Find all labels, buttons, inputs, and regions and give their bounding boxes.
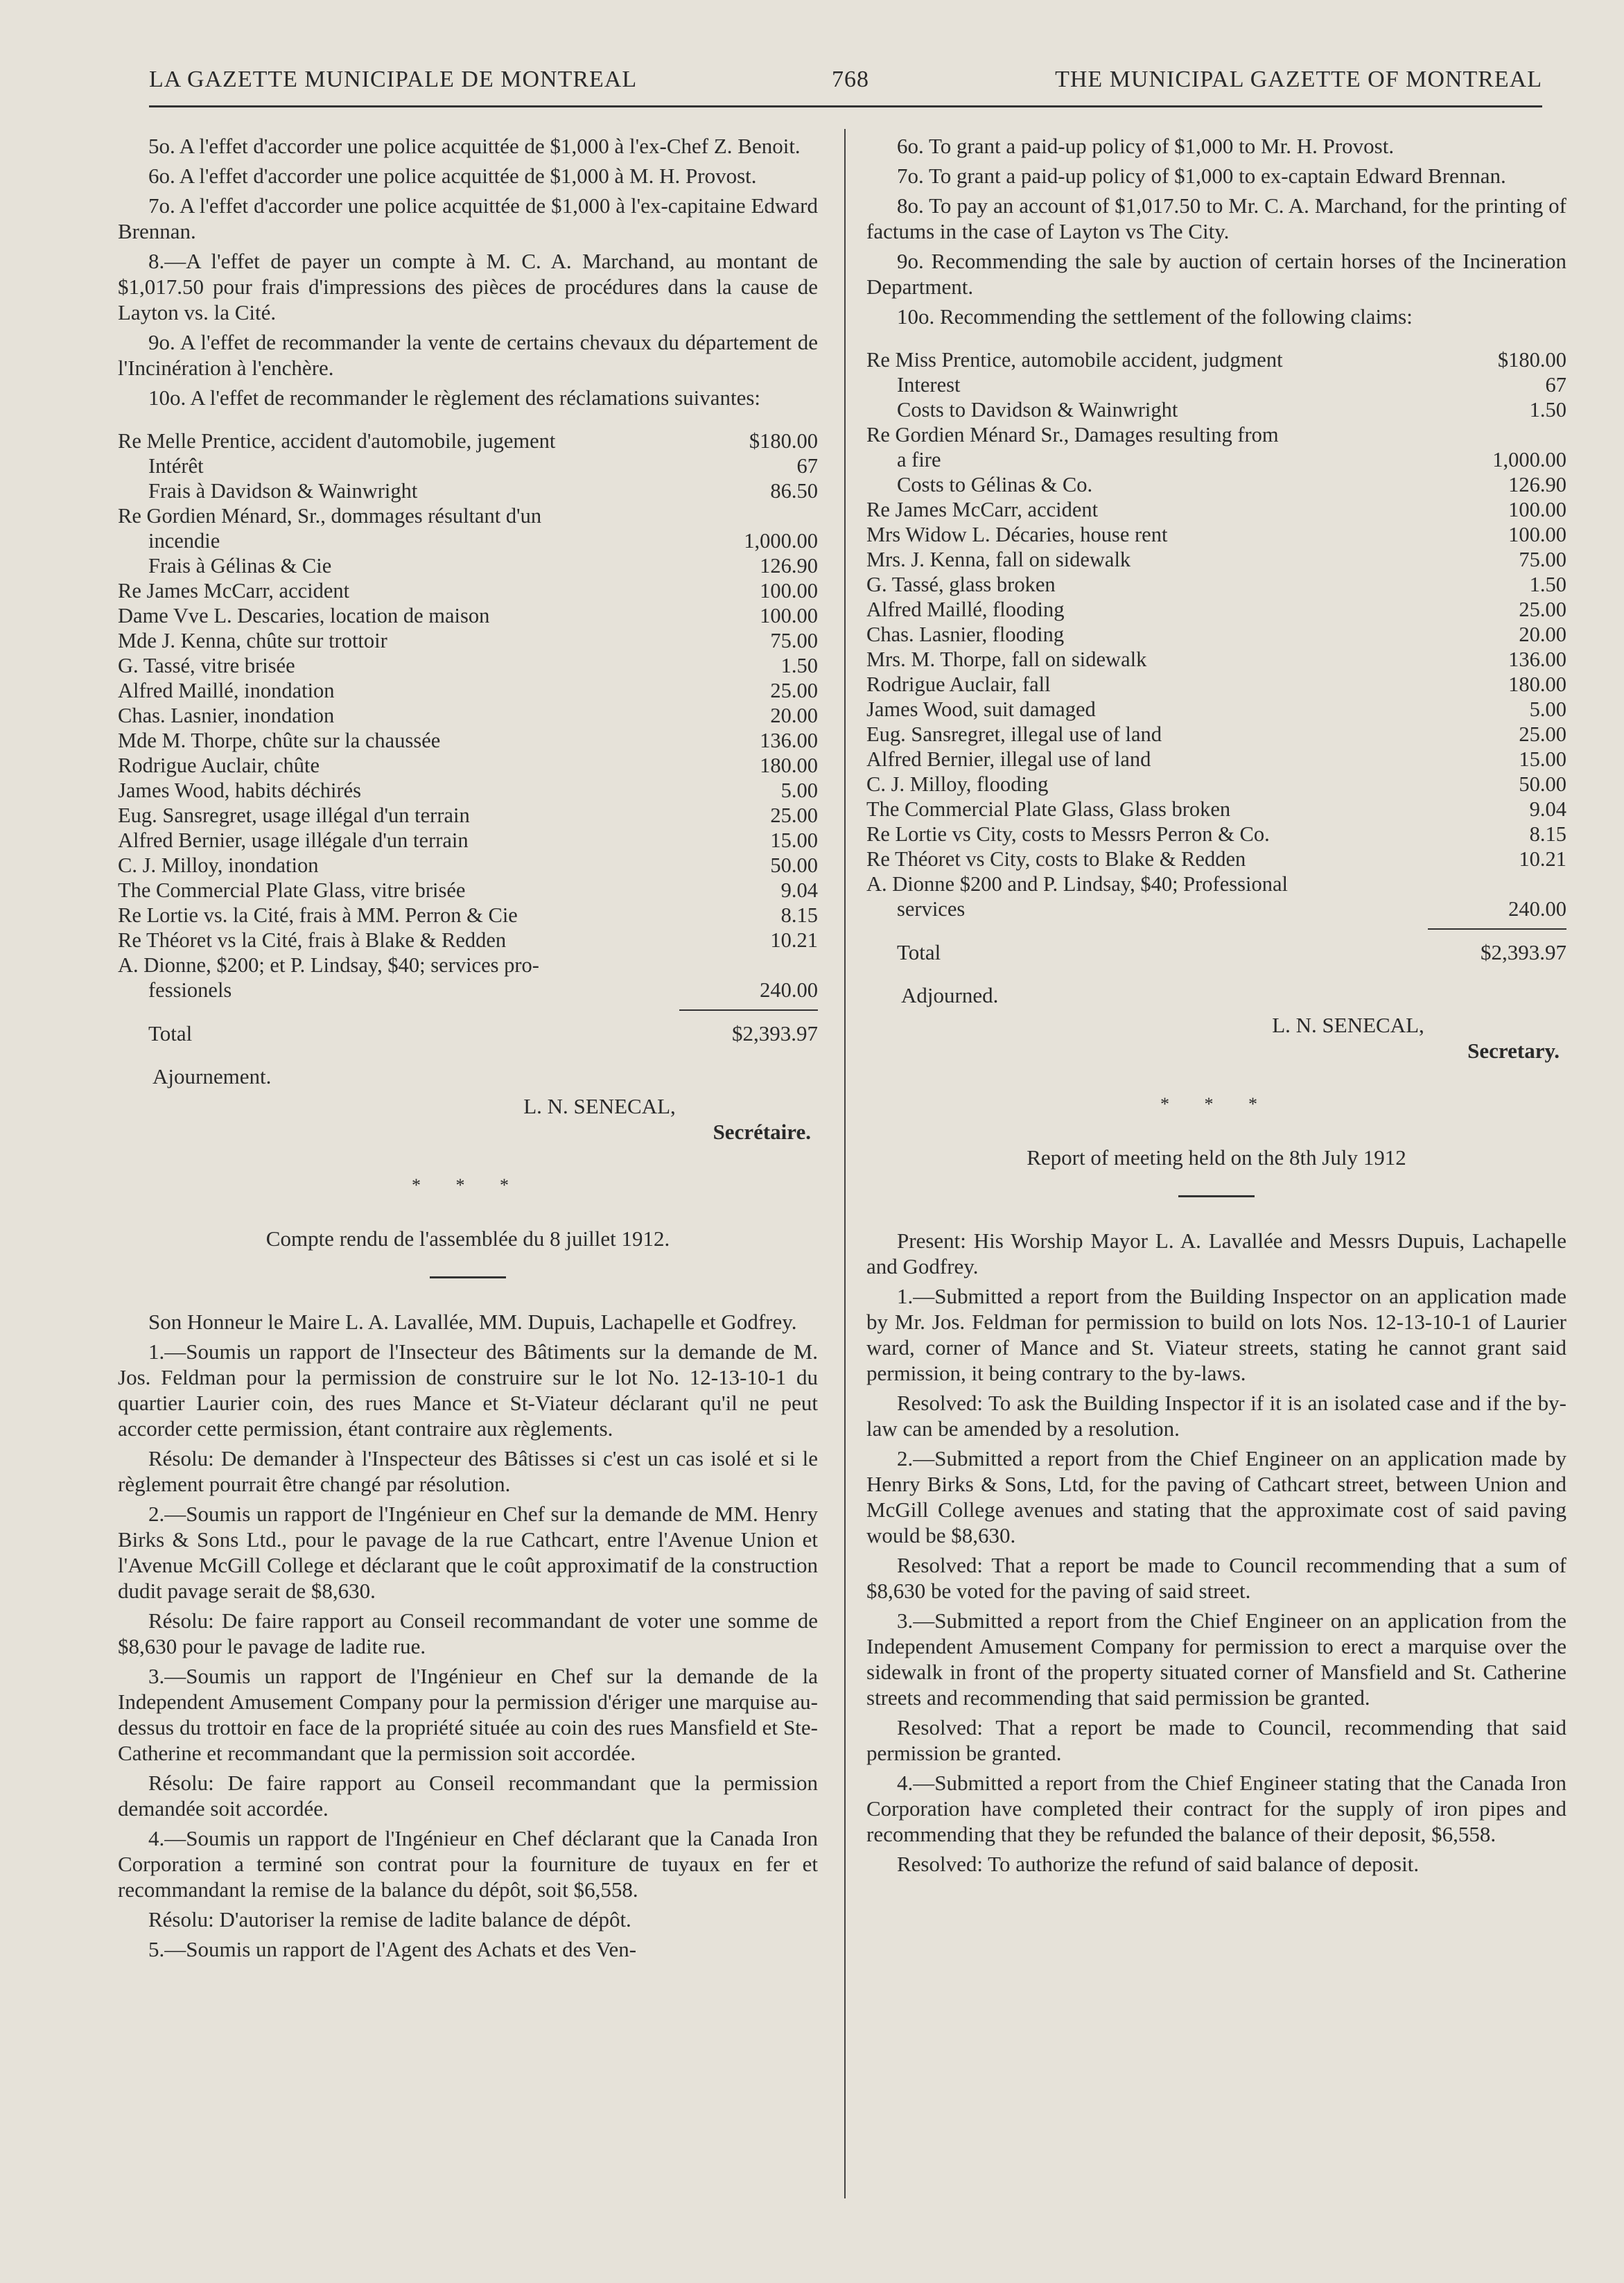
resolution-item: 7o. A l'effet d'accorder une police acquittée de $1,000 à l'ex-capitaine Edward Brennan. [118,193,818,243]
claim-row [118,803,818,828]
claim-amount: 75.00 [770,629,818,652]
minutes-paragraph: 3.—Submitted a report from the Chief Engineer on an application from the Independent Amusement Company for permission to erect a marquise over the sidewalk in front of the property situated corner of Mansfield and St. Catherine streets and recommending that said permission be granted. [866,1608,1566,1710]
claim-amount: 126.90 [760,554,818,578]
minutes-paragraph: Résolu: De faire rapport au Conseil recommandant que la permission demandée soit accordée. [118,1771,818,1821]
claim-label: Intérêt [148,454,204,478]
claim-label: Re Lortie vs. la Cité, frais à MM. Perron & Cie [118,903,518,927]
minutes-paragraph: 5.—Soumis un rapport de l'Agent des Achats et des Ven- [148,1937,637,1961]
claim-label: Re Melle Prentice, accident d'automobile, jugement [118,429,556,453]
claim-row [866,447,1566,472]
claim-amount: 9.04 [780,878,818,902]
resolution-item: 8o. To pay an account of $1,017.50 to Mr. C. A. Marchand, for the printing of factums in the case of Layton vs The City. [866,193,1566,243]
claim-label: Dame Vve L. Descaries, location de maison [118,604,490,627]
claim-label: Alfred Bernier, usage illégale d'un terrain [118,828,469,852]
minutes-paragraph: Present: His Worship Mayor L. A. Lavallée and Messrs Dupuis, Lachapelle and Godfrey. [866,1229,1566,1278]
claim-amount: 1.50 [780,654,818,677]
resolution-item: 9o. A l'effet de recommander la vente de certains chevaux du département de l'Incinération à l'enchère. [118,330,818,380]
english-column [866,133,1566,1881]
minutes-body [866,1228,1566,1877]
total-label: Total [897,940,941,964]
claim-amount: 50.00 [1519,772,1566,796]
claim-label: Re Théoret vs City, costs to Blake & Redden [866,847,1246,871]
claim-row [118,978,818,1002]
resolution-item: 10o. A l'effet de recommander le règlement des réclamations suivantes: [148,385,761,410]
claim-label: G. Tassé, vitre brisée [118,654,295,677]
claim-amount: 100.00 [760,579,818,602]
claim-label: The Commercial Plate Glass, vitre brisée [118,878,466,902]
claims-table [118,428,818,1002]
claim-row [866,747,1566,772]
claim-row [118,928,818,953]
minutes-paragraph: 3.—Soumis un rapport de l'Ingénieur en Chef sur la demande de la Independent Amusement Company pour la permission d'ériger une marquise au-dessus du trottoir en face de la propriété située au coin des rues Mansfield et Ste-Catherine et recommandant que la permission soit accordée. [118,1664,818,1765]
claim-amount: 10.21 [1519,847,1566,871]
minutes-paragraph: Son Honneur le Maire L. A. Lavallée, MM. Dupuis, Lachapelle et Godfrey. [148,1310,797,1334]
claim-label: Alfred Maillé, inondation [118,679,335,702]
claim-label: Re Gordien Ménard, Sr., dommages résultant d'un [118,504,542,528]
claim-amount: 15.00 [1519,747,1566,771]
claim-row [866,871,1566,896]
minutes-paragraph: 4.—Soumis un rapport de l'Ingénieur en Chef déclarant que la Canada Iron Corporation a terminé son contrat pour la fourniture de tuyaux en fer et recommandant la remise de la balance du dépôt, soit $6,558. [118,1826,818,1902]
resolution-item: 9o. Recommending the sale by auction of certain horses of the Incineration Department. [866,249,1566,299]
claim-row [118,628,818,653]
minutes-paragraph: Résolu: De demander à l'Inspecteur des Bâtisses si c'est un cas isolé et si le règlement pourrait être changé par résolution. [118,1446,818,1496]
claim-row [866,472,1566,497]
claim-label: Re Miss Prentice, automobile accident, judgment [866,348,1283,372]
claim-label: fessionels [148,978,232,1002]
claim-row [866,522,1566,547]
claim-amount: 25.00 [1519,598,1566,621]
claim-label: Interest [897,373,961,397]
claim-row [866,722,1566,747]
claim-label: Frais à Gélinas & Cie [148,554,332,578]
claims-table [866,347,1566,921]
claim-row [866,597,1566,622]
claims-total [118,1021,818,1048]
minutes-body [118,1309,818,1962]
claim-label: Mrs. J. Kenna, fall on sidewalk [866,548,1131,571]
claim-row [118,753,818,778]
resolution-list [866,133,1566,329]
claim-amount: 75.00 [1519,548,1566,571]
claim-row [866,397,1566,422]
adjournment: Ajournement. [152,1064,272,1088]
claim-amount: 25.00 [770,804,818,827]
section-separator: * * * [412,1175,524,1195]
claim-label: Costs to Davidson & Wainwright [897,398,1178,422]
minutes-paragraph: Resolved: To ask the Building Inspector if it is an isolated case and if the by-law can be amended by a resolution. [866,1391,1566,1441]
signature-name: L. N. SENECAL, [523,1094,676,1118]
claim-amount: 100.00 [1508,498,1566,521]
claim-amount: 20.00 [770,704,818,727]
claim-row [866,422,1566,447]
claim-amount: 67 [1545,373,1566,397]
claim-label: James Wood, suit damaged [866,697,1096,721]
claim-label: Eug. Sansregret, usage illégal d'un terrain [118,804,470,827]
total-rule [679,1009,818,1011]
claim-label: Rodrigue Auclair, chûte [118,754,320,777]
signature-title: Secretary. [1467,1039,1560,1063]
claim-amount: 20.00 [1519,623,1566,646]
claim-row [118,828,818,853]
claim-amount: 86.50 [770,479,818,503]
claim-amount: 10.21 [770,928,818,952]
header-title-english: THE MUNICIPAL GAZETTE OF MONTREAL [1055,67,1542,92]
claim-amount: 1.50 [1529,573,1566,596]
minutes-paragraph: Résolu: De faire rapport au Conseil recommandant de voter une somme de $8,630 pour le pavage de ladite rue. [118,1608,818,1658]
claim-label: G. Tassé, glass broken [866,573,1056,596]
minutes-paragraph: Resolved: That a report be made to Council recommending that a sum of $8,630 be voted for the paving of said street. [866,1553,1566,1603]
section-separator: * * * [1160,1094,1273,1114]
claim-amount: 136.00 [760,729,818,752]
claim-row [866,896,1566,921]
resolution-item: 8.—A l'effet de payer un compte à M. C. A. Marchand, au montant de $1,017.50 pour frais d'impressions des pièces de procédures dans la cause de Layton vs. la Cité. [118,249,818,324]
claim-label: Re Théoret vs la Cité, frais à Blake & Redden [118,928,507,952]
claim-row [118,453,818,478]
claim-row [866,772,1566,797]
adjournment: Adjourned. [901,983,999,1007]
claim-row [118,653,818,678]
minutes-paragraph: Resolved: That a report be made to Council, recommending that said permission be granted. [866,1715,1566,1765]
french-column [118,133,818,1966]
claim-label: Alfred Bernier, illegal use of land [866,747,1151,771]
claim-row [118,528,818,553]
claim-row [118,778,818,803]
claim-row [118,578,818,603]
claim-row [866,497,1566,522]
resolution-item: 10o. Recommending the settlement of the following claims: [897,304,1413,329]
claim-amount: 8.15 [1529,822,1566,846]
claim-label: C. J. Milloy, inondation [118,853,319,877]
report-heading: Report of meeting held on the 8th July 1912 [1027,1145,1406,1170]
claim-amount: 100.00 [1508,523,1566,546]
claim-label: Eug. Sansregret, illegal use of land [866,722,1162,746]
report-heading: Compte rendu de l'assemblée du 8 juillet 1912. [265,1226,670,1251]
claim-amount: 180.00 [760,754,818,777]
claim-label: services [897,897,966,921]
page-header [149,67,1542,101]
claim-label: C. J. Milloy, flooding [866,772,1049,796]
signature-title: Secrétaire. [713,1120,811,1144]
claim-label: Mde M. Thorpe, chûte sur la chaussée [118,729,441,752]
claim-amount: 15.00 [770,828,818,852]
signature-name: L. N. SENECAL, [1272,1013,1424,1037]
claim-row [118,728,818,753]
claim-amount: 126.90 [1508,473,1566,496]
claim-row [866,847,1566,871]
claim-amount: 100.00 [760,604,818,627]
claim-row [866,822,1566,847]
minutes-paragraph: 2.—Submitted a report from the Chief Engineer on an application made by Henry Birks & Sons, Ltd, for the paving of Cathcart street, between Union and McGill College avenues and stating that the approximate cost of said paving would be $8,630. [866,1446,1566,1547]
claim-label: Chas. Lasnier, inondation [118,704,335,727]
claim-row [118,478,818,503]
claim-amount: 1,000.00 [1492,448,1566,471]
resolution-item: 7o. To grant a paid-up policy of $1,000 to ex-captain Edward Brennan. [897,164,1506,188]
claim-label: Rodrigue Auclair, fall [866,672,1051,696]
claim-row [118,903,818,928]
total-amount: $2,393.97 [1481,940,1566,964]
claim-amount: 240.00 [760,978,818,1002]
claim-row [118,953,818,978]
claim-row [866,372,1566,397]
header-divider [149,105,1542,107]
resolution-list [118,133,818,410]
claim-row [118,553,818,578]
claim-amount: 50.00 [770,853,818,877]
resolution-item: 5o. A l'effet d'accorder une police acquittée de $1,000 à l'ex-Chef Z. Benoit. [148,134,801,158]
claim-amount: 1,000.00 [744,529,818,553]
total-label: Total [148,1021,193,1045]
claim-label: Re Lortie vs City, costs to Messrs Perron & Co. [866,822,1270,846]
claim-label: Chas. Lasnier, flooding [866,623,1065,646]
claim-row [118,703,818,728]
claim-amount: 67 [796,454,818,478]
claim-row [118,678,818,703]
claim-row [866,547,1566,572]
claim-row [866,572,1566,597]
claim-row [866,797,1566,822]
claims-total [866,939,1566,967]
minutes-paragraph: 2.—Soumis un rapport de l'Ingénieur en Chef sur la demande de MM. Henry Birks & Sons Ltd., pour le pavage de la rue Cathcart, entre l'Avenue Union et l'Avenue McGill College et déclarant que le coût approximatif de la construction dudit pavage serait de $8,630. [118,1502,818,1603]
total-amount: $2,393.97 [732,1021,818,1045]
claim-row [118,603,818,628]
claim-label: Re Gordien Ménard Sr., Damages resulting from [866,423,1279,446]
claim-amount: 9.04 [1529,797,1566,821]
claim-row [866,697,1566,722]
claim-amount: 5.00 [780,779,818,802]
minutes-paragraph: 4.—Submitted a report from the Chief Engineer stating that the Canada Iron Corporation have completed their contract for the supply of iron pipes and recommending that they be refunded the balance of their deposit, $6,558. [866,1771,1566,1846]
claim-row [118,878,818,903]
claim-label: The Commercial Plate Glass, Glass broken [866,797,1231,821]
claim-row [866,622,1566,647]
claim-label: Mrs. M. Thorpe, fall on sidewalk [866,648,1147,671]
header-title-french: LA GAZETTE MUNICIPALE DE MONTREAL [149,67,638,92]
claim-label: Mde J. Kenna, chûte sur trottoir [118,629,387,652]
claim-amount: 5.00 [1529,697,1566,721]
claim-row [118,853,818,878]
claim-label: incendie [148,529,220,553]
claim-label: Mrs Widow L. Décaries, house rent [866,523,1168,546]
minutes-paragraph: Résolu: D'autoriser la remise de ladite balance de dépôt. [148,1907,631,1932]
minutes-paragraph: 1.—Soumis un rapport de l'Insecteur des Bâtiments sur la demande de M. Jos. Feldman pour la permission de construire sur le lot No. 12-13-10-1 du quartier Laurier coin, des rues Mance et St-Viateur déclarant qu'il ne peut accorder cette permission, étant contraire aux règlements. [118,1339,818,1441]
claim-row [118,428,818,453]
heading-rule [430,1276,506,1278]
claim-label: A. Dionne, $200; et P. Lindsay, $40; services pro- [118,953,539,977]
claim-amount: 136.00 [1508,648,1566,671]
resolution-item: 6o. A l'effet d'accorder une police acquittée de $1,000 à M. H. Provost. [148,164,757,188]
claim-amount: 25.00 [770,679,818,702]
claim-label: A. Dionne $200 and P. Lindsay, $40; Professional [866,872,1288,896]
minutes-paragraph: 1.—Submitted a report from the Building Inspector on an application made by Mr. Jos. Feldman for permission to build on lots Nos. 12-13-10-1 of Laurier ward, corner of Mance and St. Viateur streets, stating he cannot grant said permission, it being contrary to the by-laws. [866,1284,1566,1385]
claim-amount: 180.00 [1508,672,1566,696]
page-number: 768 [832,67,869,92]
claim-label: James Wood, habits déchirés [118,779,362,802]
claim-amount: 8.15 [780,903,818,927]
heading-rule [1178,1195,1255,1197]
claim-amount: 240.00 [1508,897,1566,921]
claim-amount: $180.00 [749,429,818,453]
claim-amount: $180.00 [1497,348,1566,372]
claim-label: Alfred Maillé, flooding [866,598,1065,621]
claim-row [866,672,1566,697]
resolution-item: 6o. To grant a paid-up policy of $1,000 to Mr. H. Provost. [897,134,1395,158]
claim-amount: 1.50 [1529,398,1566,422]
claim-label: Costs to Gélinas & Co. [897,473,1093,496]
claim-row [866,347,1566,372]
claim-label: Re James McCarr, accident [866,498,1099,521]
total-rule [1428,928,1566,930]
claim-row [118,503,818,528]
claim-label: a fire [897,448,941,471]
claim-row [866,647,1566,672]
claim-label: Re James McCarr, accident [118,579,350,602]
column-divider [844,129,846,2198]
claim-amount: 25.00 [1519,722,1566,746]
claim-label: Frais à Davidson & Wainwright [148,479,418,503]
minutes-paragraph: Resolved: To authorize the refund of said balance of deposit. [897,1852,1420,1876]
